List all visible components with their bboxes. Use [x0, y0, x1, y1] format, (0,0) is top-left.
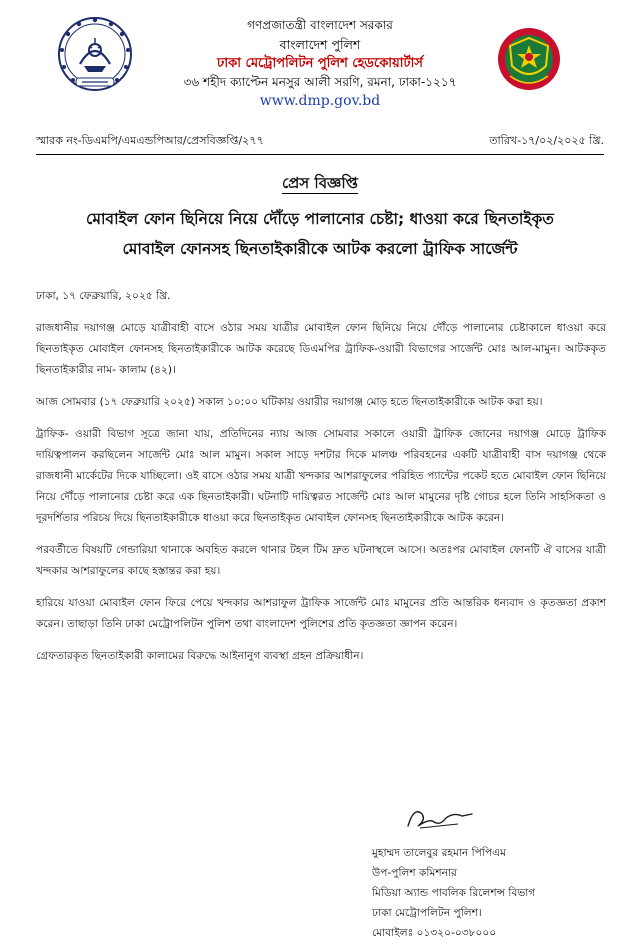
signature-icon [400, 800, 480, 834]
headline-line-2: মোবাইল ফোনসহ ছিনতাইকারীকে আটক করলো ট্রাফিক সার্জেন্ট [122, 240, 518, 258]
signatory-block [372, 843, 602, 943]
headline-line-1: মোবাইল ফোন ছিনিয়ে নিয়ে দৌঁড়ে পালানোর চেষ্টা; ধাওয়া করে ছিনতাইকৃত [86, 210, 554, 228]
headquarters-line: ঢাকা মেট্রোপলিটন পুলিশ হেডকোয়ার্টার্স [217, 56, 423, 71]
letterhead [0, 0, 640, 130]
address-line: ৩৬ শহীদ ক্যাপ্টেন মনসুর আলী সরণি, রমনা, ঢাকা-১২১৭ [183, 75, 457, 89]
paragraph-4: পরবর্তীতে বিষয়টি গেন্ডারিয়া থানাকে অবহিত করলে থানার টহল টিম দ্রুত ঘটনাস্থলে আসে। অতঃপর মোবাইল ফোনটি ঐ বাসের যাত্রী খন্দকার আশরাফুলের কাছে হস্তান্তর করা হয়। [36, 544, 606, 577]
signatory-department: মিডিয়া অ্যান্ড পাবলিক রিলেশন্স বিভাগ [372, 887, 536, 899]
paragraph-5: হারিয়ে যাওয়া মোবাইল ফোন ফিরে পেয়ে খন্দকার আশরাফুল ট্রাফিক সার্জেন্ট মোঃ মামুনের প্রতি আন্তরিক ধন্যবাদ ও কৃতজ্ঞতা প্রকাশ করেন। তাছাড়া তিনি ঢাকা মেট্রোপলিটন পুলিশ তথা বাংলাদেশ পুলিশের প্রতি কৃতজ্ঞতা জ্ঞাপন করেন। [36, 597, 606, 630]
police-line: বাংলাদেশ পুলিশ [279, 37, 361, 52]
signatory-office: ঢাকা মেট্রোপলিটন পুলিশ। [372, 907, 482, 919]
memo-number: স্মারক নং-ডিএমপি/এমএন্ডপিআর/প্রেসবিজ্ঞপ্তি/২৭৭ [36, 134, 264, 147]
press-release-title: প্রেস বিজ্ঞপ্তি [281, 174, 359, 192]
bangladesh-police-emblem-icon [54, 12, 136, 94]
website-link[interactable]: www.dmp.gov.bd [259, 93, 381, 109]
dmp-emblem-icon [496, 26, 562, 92]
signatory-name: মুহাম্মদ তালেবুর রহমান পিপিএম [372, 847, 507, 859]
press-release-title-wrap [0, 172, 640, 197]
paragraph-1: রাজধানীর দয়াগঞ্জ মোড়ে যাত্রীবাহী বাসে ওঠার সময় যাত্রীর মোবাইল ফোন ছিনিয়ে নিয়ে দৌঁড়ে পালানোর চেষ্টাকালে ধাওয়া করে ছিনতাইকৃত মোবাইল ফোনসহ ছিনতাইকারীকে আটক করেছে ডিএমপির ট্রাফিক-ওয়ারী বিভাগের সার্জেন্ট মোঃ আল-মামুন। আটককৃত ছিনতাইকারীর নাম- কালাম (৪২)। [36, 322, 606, 376]
paragraph-6: গ্রেফতারকৃত ছিনতাইকারী কালামের বিরুদ্ধে আইনানুগ ব্যবস্থা গ্রহন প্রক্রিয়াধীন। [36, 650, 364, 662]
reference-row [36, 132, 604, 150]
release-body [36, 286, 606, 678]
signatory-mobile: মোবাইলঃ ০১৩২০-০৩৮০০০ [372, 927, 497, 939]
paragraph-3: ট্রাফিক- ওয়ারী বিভাগ সূত্রে জানা যায়, প্রতিদিনের ন্যায় আজ সোমবার সকালে ওয়ারী ট্রাফিক জোনের দয়াগঞ্জ মোড়ে ট্রাফিক দায়িত্বপালন করছিলেন সার্জেন্ট মোঃ আল মামুন। সকাল সাড়ে দশটার দিকে মালঞ্চ পরিবহনের একটি যাত্রীবাহী বাস দয়াগঞ্জ থেকে রাজধানী মার্কেটের দিকে যাচ্ছিলো। ওই বাসে ওঠার সময় যাত্রী খন্দকার আশরাফুলের পরিহিত প্যান্টের পকেট হতে মোবাইল ফোন ছিনিয়ে নিয়ে দৌঁড়ে পালানোর চেষ্টা করে এক ছিনতাইকারী। ঘটনাটি দায়িত্বরত সার্জেন্ট মোঃ আল মামুনের দৃষ্টি গোচর হলে তিনি সাহসিকতা ও দূরদর্শিতার পরিচয় দিয়ে ছিনতাইকারীকে ধাওয়া করে ছিনতাইকৃত মোবাইল ফোনসহ ছিনতাইকারীকে আটক করেন। [36, 428, 606, 524]
paragraph-2: আজ সোমবার (১৭ ফেব্রুয়ারি ২০২৫) সকাল ১০:০০ ঘটিকায় ওয়ারীর দয়াগঞ্জ মোড় হতে ছিনতাইকারীকে আটক করা হয়। [36, 396, 543, 408]
issue-date: তারিখ-১৭/০২/২০২৫ খ্রি. [489, 134, 604, 147]
header-divider [36, 154, 604, 155]
dateline: ঢাকা, ১৭ ফেব্রুয়ারি, ২০২৫ খ্রি. [36, 290, 171, 302]
government-line: গণপ্রজাতন্ত্রী বাংলাদেশ সরকার [247, 18, 393, 32]
signatory-designation: উপ-পুলিশ কমিশনার [372, 867, 457, 879]
headline [40, 204, 600, 264]
